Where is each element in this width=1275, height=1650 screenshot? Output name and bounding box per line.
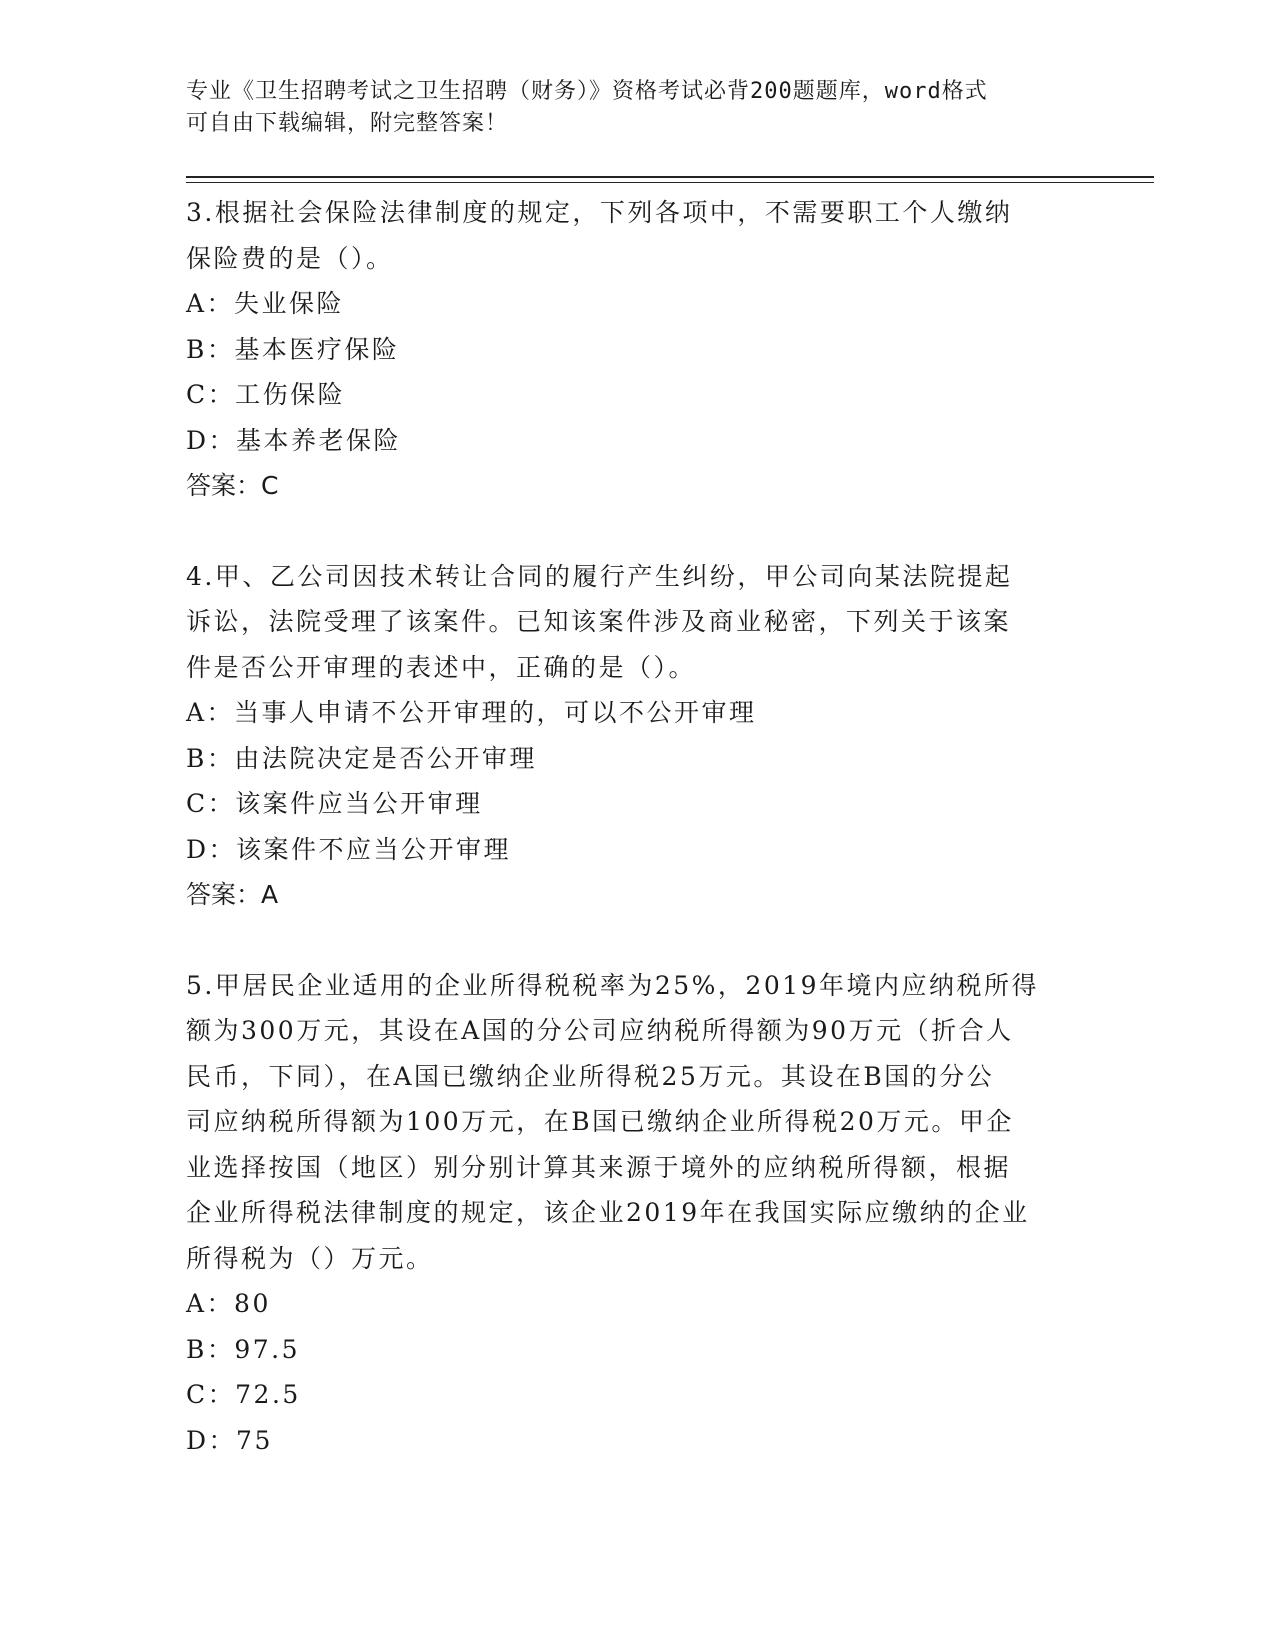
question-stem-line: 民币，下同），在A国已缴纳企业所得税25万元。其设在B国的分公 (186, 1061, 995, 1091)
option-d: D：75 (186, 1425, 273, 1455)
option-a: A：当事人申请不公开审理的，可以不公开审理 (186, 698, 757, 727)
option-b: B：由法院决定是否公开审理 (186, 743, 537, 773)
question-stem-line: 保险费的是（）。 (186, 243, 394, 273)
question-stem-line: 5.甲居民企业适用的企业所得税税率为25%，2019年境内应纳税所得 (186, 970, 1040, 1000)
answer-line: 答案：A (186, 880, 279, 909)
question-stem-line: 4.甲、乙公司因技术转让合同的履行产生纠纷，甲公司向某法院提起 (186, 561, 1013, 591)
question-stem-line: 件是否公开审理的表述中，正确的是（）。 (186, 652, 697, 682)
option-a: A：失业保险 (186, 289, 345, 318)
question-stem-line: 额为300万元，其设在A国的分公司应纳税所得额为90万元（折合人 (186, 1016, 1014, 1045)
question-list (186, 190, 1086, 1463)
question-stem-line: 所得税为（）万元。 (186, 1243, 434, 1273)
question-stem-line: 司应纳税所得额为100万元，在B国已缴纳企业所得税20万元。甲企 (186, 1107, 1014, 1136)
question-stem-line: 业选择按国（地区）别分别计算其来源于境外的应纳税所得额，根据 (186, 1152, 1012, 1182)
option-d: D：该案件不应当公开审理 (186, 834, 512, 864)
header-line-2: 可自由下载编辑，附完整答案！ (186, 111, 509, 136)
question-spacer (186, 918, 1086, 963)
question-stem-line: 企业所得税法律制度的规定，该企业2019年在我国实际应缴纳的企业 (186, 1198, 1030, 1227)
option-c: C：该案件应当公开审理 (186, 789, 483, 818)
option-b: B：97.5 (186, 1334, 301, 1364)
option-b: B：基本医疗保险 (186, 334, 400, 364)
option-d: D：基本养老保险 (186, 425, 402, 455)
option-c: C：72.5 (186, 1380, 301, 1409)
question-5 (186, 963, 1086, 1464)
option-c: C：工伤保险 (186, 380, 346, 409)
question-4 (186, 554, 1086, 918)
question-3 (186, 190, 1086, 509)
question-spacer (186, 509, 1086, 554)
document-header (186, 76, 1086, 140)
header-divider-thick (186, 176, 1154, 178)
question-stem-line: 诉讼，法院受理了该案件。已知该案件涉及商业秘密，下列关于该案 (186, 607, 1012, 636)
header-line-1: 专业《卫生招聘考试之卫生招聘（财务）》资格考试必背200题题库，word格式 (186, 79, 988, 104)
answer-line: 答案：C (186, 471, 279, 500)
header-divider-thin (186, 182, 1154, 183)
question-stem-line: 3.根据社会保险法律制度的规定，下列各项中，不需要职工个人缴纳 (186, 198, 1013, 227)
option-a: A：80 (186, 1289, 271, 1318)
